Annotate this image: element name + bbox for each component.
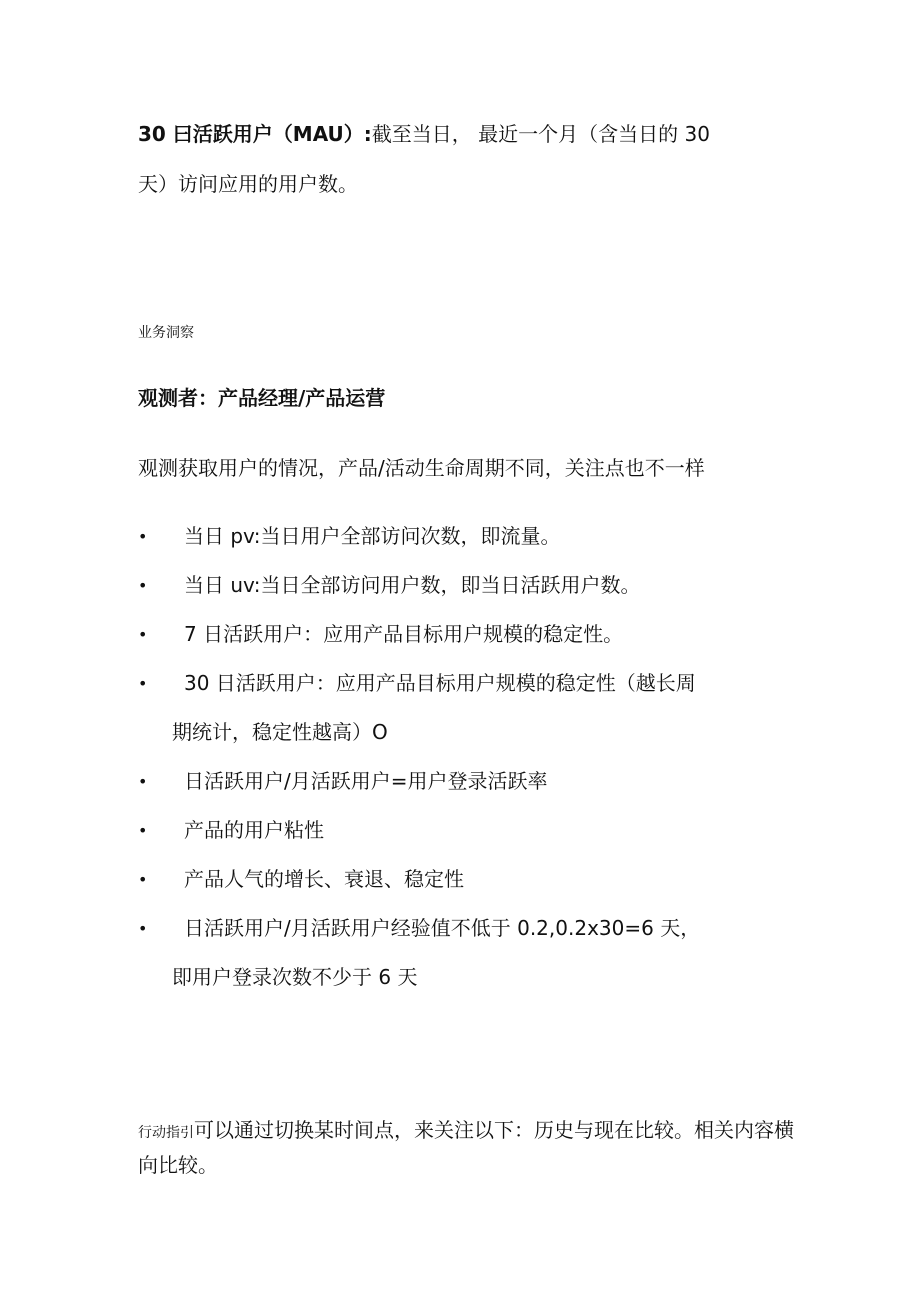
- bullet-marker: •: [138, 576, 148, 595]
- list-item-text: 7 日活跃用户：应用产品目标用户规模的稳定性。: [184, 622, 624, 646]
- list-item-text: 期统计，稳定性越高）O: [172, 720, 388, 744]
- bullet-marker: •: [138, 674, 148, 693]
- bullet-marker: •: [138, 919, 148, 938]
- bullet-marker: •: [138, 527, 148, 546]
- list-item-text: 即用户登录次数不少于 6 天: [172, 965, 418, 989]
- action-tag: 行动指引: [138, 1125, 194, 1141]
- bullet-marker: •: [138, 625, 148, 644]
- action-guide: [138, 1114, 798, 1181]
- list-item-text: 产品的用户粘性: [184, 818, 324, 842]
- action-text: 可以通过切换某时间点，来关注以下：历史与现在比较。相关内容横向比较。: [138, 1118, 794, 1177]
- bullet-marker: •: [138, 821, 148, 840]
- list-item-text: 日活跃用户/月活跃用户=用户登录活跃率: [184, 769, 548, 793]
- list-item-text: 日活跃用户/月活跃用户经验值不低于 0.2,0.2x30=6 天，: [184, 916, 701, 940]
- intro-term: 30 曰活跃用户（MAU）:: [138, 122, 372, 146]
- list-item-text: 当日 uv:当日全部访问用户数，即当日活跃用户数。: [184, 573, 641, 597]
- bullet-marker: •: [138, 772, 148, 791]
- observer-heading: 观测者：产品经理/产品运营: [138, 386, 386, 410]
- intro-definition-cont: 天）访问应用的用户数。: [138, 172, 358, 196]
- list-item-text: 30 日活跃用户：应用产品目标用户规模的稳定性（越长周: [184, 671, 696, 695]
- intro-paragraph: [138, 109, 710, 209]
- bullet-marker: •: [138, 870, 148, 889]
- list-item-text: 当日 pv:当日用户全部访问次数，即流量。: [184, 524, 561, 548]
- intro-definition: 截至当日， 最近一个月（含当日的 30: [371, 122, 710, 146]
- section-label: 业务洞察: [138, 325, 194, 341]
- list-item-text: 产品人气的增长、衰退、稳定性: [184, 867, 464, 891]
- observation-text: 观测获取用户的情况，产品/活动生命周期不同，关注点也不一样: [138, 456, 705, 480]
